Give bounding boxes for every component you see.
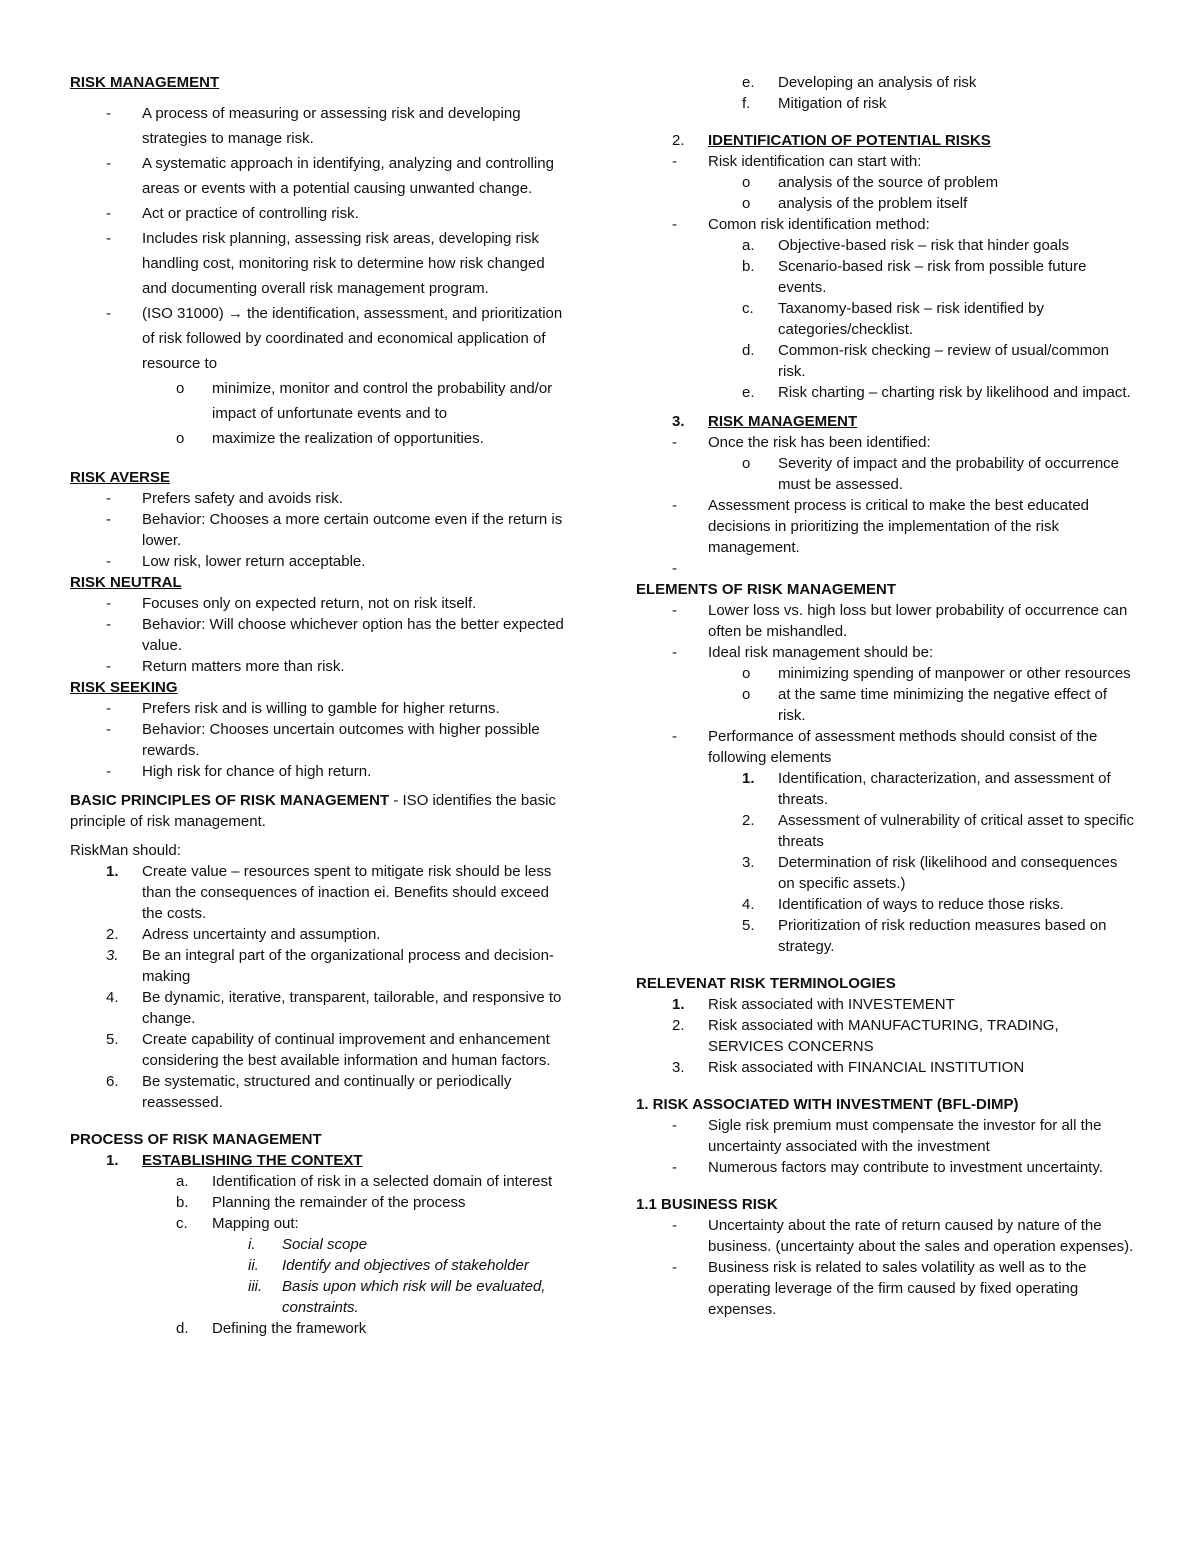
basic-principles-heading: BASIC PRINCIPLES OF RISK MANAGEMENT [70, 792, 390, 809]
list-item: o analysis of the problem itself [742, 195, 968, 212]
list-item: - Performance of assessment methods should consist of the following elements [672, 728, 1098, 766]
list-item: - Sigle risk premium must compensate the investor for all the uncertainty associated with the investment [672, 1117, 1102, 1155]
list-item: 2. Assessment of vulnerability of critical asset to specific threats [742, 812, 1134, 850]
list-item: - Risk identification can start with: [672, 153, 922, 170]
list-item: 5. Prioritization of risk reduction measures based on strategy. [742, 917, 1107, 955]
list-item: - Uncertainty about the rate of return caused by nature of the business. (uncertainty about the sales and operation expenses). [672, 1217, 1134, 1255]
list-item: 3. Be an integral part of the organizational process and decision-making [106, 947, 554, 985]
list-item: - Return matters more than risk. [106, 658, 345, 675]
investment-heading: 1. RISK ASSOCIATED WITH INVESTMENT (BFL-DIMP) [636, 1096, 1019, 1113]
list-item: o minimize, monitor and control the probability and/or impact of unfortunate events and to [176, 380, 553, 422]
list-item: 2. Adress uncertainty and assumption. [106, 926, 381, 943]
list-item: - A systematic approach in identifying, analyzing and controlling areas or events with a potential causing unwanted change. [106, 155, 554, 197]
list-item: - Assessment process is critical to make the best educated decisions in prioritizing the implementation of the risk management. [672, 497, 1090, 556]
list-item: - Ideal risk management should be: [672, 644, 934, 661]
left-column [70, 72, 570, 1339]
list-item: 1. Create value – resources spent to mitigate risk should be less than the consequences of inaction ei. Benefits should exceed the costs. [106, 863, 552, 922]
list-item: e. Developing an analysis of risk [742, 74, 977, 91]
identification-heading: IDENTIFICATION OF POTENTIAL RISKS [708, 132, 991, 149]
list-item: 1. Identification, characterization, and assessment of threats. [742, 770, 1111, 808]
list-item: 4. Identification of ways to reduce those risks. [742, 896, 1064, 913]
list-item: 1. ESTABLISHING THE CONTEXT [106, 1152, 363, 1169]
elements-heading: ELEMENTS OF RISK MANAGEMENT [636, 581, 897, 598]
list-item: 5. Create capability of continual improvement and enhancement considering the best available information and human factors. [106, 1031, 551, 1069]
list-item: b. Planning the remainder of the process [176, 1194, 466, 1211]
list-item: - Prefers safety and avoids risk. [106, 490, 343, 507]
risk-management-3-heading: RISK MANAGEMENT [708, 413, 858, 430]
list-item: - Business risk is related to sales volatility as well as to the operating leverage of the firm caused by fixed operating expenses. [672, 1259, 1087, 1318]
list-item: - Comon risk identification method: [672, 216, 930, 233]
risk-management-heading: RISK MANAGEMENT [70, 74, 220, 91]
list-item: o maximize the realization of opportunities. [176, 430, 484, 447]
list-item: 3. Determination of risk (likelihood and consequences on specific assets.) [742, 854, 1118, 892]
risk-averse-heading: RISK AVERSE [70, 469, 171, 486]
list-item: f. Mitigation of risk [742, 95, 887, 112]
list-item: - Act or practice of controlling risk. [106, 205, 359, 222]
list-item: - Lower loss vs. high loss but lower probability of occurrence can often be mishandled. [672, 602, 1128, 640]
context-heading: ESTABLISHING THE CONTEXT [142, 1152, 363, 1169]
list-item: ii. Identify and objectives of stakeholder [248, 1257, 529, 1274]
riskman-should-label: RiskMan should: [70, 842, 181, 859]
list-item: - Prefers risk and is willing to gamble for higher returns. [106, 700, 500, 717]
right-column: e. Developing an analysis of risk f. Mitigation of risk 2. IDENTIFICATION OF POTENTIAL RISKS - Risk identification can start with: o analysis of the source of problem o analysis of the problem itself - Comon risk identification method: a. Objective-based risk – risk that hinder goals b. Scenario-based risk – risk from possible future events. c. Taxanomy-based risk – risk identified by categories/checklist. d. Common-risk checking – review of usual/common risk. e. Risk charting – charting risk by likelihood and impact. 3. RISK MANAGEMENT - Once the risk has been identified: o Severity of impact and the probability of occurrence must be assessed. - Assessment process is critical to make the best educated decisions in prioritizing the implementation of the risk management. - ELEMENTS OF RISK MANAGEMENT - Lower loss vs. high loss but lower probability of occurrence can often be mishandled. - Ideal risk management should be: o minimizing spending of manpower or other resources o at the same time minimizing the negative effect of risk. - Performance of assessment methods should consist of the following elements 1. Identification, characterization, and assessment of threats. 2. Assessment of vulnerability of critical asset to specific threats 3. Determination of risk (likelihood and consequences on specific assets.) 4. Identification of ways to reduce those risks. 5. Prioritization of risk reduction measures based on strategy. RELEVENAT RISK TERMINOLOGIES 1. Risk associated with INVESTEMENT 2. Risk associated with MANUFACTURING, TRADING, SERVICES CONCERNS 3. Risk associated with FINANCIAL INSTITUTION 1. RISK ASSOCIATED WITH INVESTMENT (BFL-DIMP) - Sigle risk premium must compensate the investor for all the uncertainty associated with the investment - Numerous factors may contribute to investment uncertainty. 1.1 BUSINESS RISK - Uncertainty about the rate of return caused by nature of the business. (uncertainty about the sales and operation expenses). - Business risk is related to sales volatility as well as to the operating leverage of the firm caused by fixed operating expenses. [636, 72, 1136, 1320]
list-item: d. Common-risk checking – review of usual/common risk. [742, 342, 1109, 380]
business-risk-heading: 1.1 BUSINESS RISK [636, 1196, 778, 1213]
process-heading: PROCESS OF RISK MANAGEMENT [70, 1131, 322, 1148]
risk-seeking-heading: RISK SEEKING [70, 679, 178, 696]
list-item: - Low risk, lower return acceptable. [106, 553, 366, 570]
list-item: - Numerous factors may contribute to investment uncertainty. [672, 1159, 1103, 1176]
list-item: - A process of measuring or assessing risk and developing strategies to manage risk. [106, 105, 521, 147]
list-item: iii. Basis upon which risk will be evaluated, constraints. [248, 1278, 546, 1316]
list-item: 3. Risk associated with FINANCIAL INSTITUTION [672, 1059, 1025, 1076]
list-item: o minimizing spending of manpower or other resources [742, 665, 1131, 682]
list-item: 4. Be dynamic, iterative, transparent, tailorable, and responsive to change. [106, 989, 562, 1027]
list-item: - Behavior: Chooses a more certain outcome even if the return is lower. [106, 511, 563, 549]
list-item: c. Mapping out: [176, 1215, 299, 1232]
list-item: o Severity of impact and the probability of occurrence must be assessed. [742, 455, 1120, 493]
list-item: 2. IDENTIFICATION OF POTENTIAL RISKS [672, 132, 991, 149]
list-item: - Behavior: Will choose whichever option has the better expected value. [106, 616, 564, 654]
list-item: 1. Risk associated with INVESTEMENT [672, 996, 955, 1013]
list-item: - High risk for chance of high return. [106, 763, 372, 780]
basic-principles-intro: BASIC PRINCIPLES OF RISK MANAGEMENT - ISO identifies the basic principle of risk management. [70, 792, 556, 830]
list-item: 6. Be systematic, structured and continually or periodically reassessed. [106, 1073, 512, 1111]
list-item: - Once the risk has been identified: [672, 434, 931, 451]
list-item: o at the same time minimizing the negative effect of risk. [742, 686, 1108, 724]
list-item: e. Risk charting – charting risk by likelihood and impact. [742, 384, 1131, 401]
list-item: i. Social scope [248, 1236, 368, 1253]
risk-neutral-heading: RISK NEUTRAL [70, 574, 182, 591]
list-item: - Behavior: Chooses uncertain outcomes with higher possible rewards. [106, 721, 540, 759]
list-item: a. Identification of risk in a selected domain of interest [176, 1173, 553, 1190]
list-item: - Focuses only on expected return, not on risk itself. [106, 595, 477, 612]
list-item: b. Scenario-based risk – risk from possible future events. [742, 258, 1087, 296]
list-item: o analysis of the source of problem [742, 174, 999, 191]
list-item: a. Objective-based risk – risk that hinder goals [742, 237, 1069, 254]
list-item: d. Defining the framework [176, 1320, 367, 1337]
list-item: 2. Risk associated with MANUFACTURING, TRADING, SERVICES CONCERNS [672, 1017, 1059, 1055]
list-item: - (ISO 31000) → the identification, assessment, and prioritization of risk followed by coordinated and economical application of resource to [106, 305, 563, 372]
terminologies-heading: RELEVENAT RISK TERMINOLOGIES [636, 975, 896, 992]
list-item: c. Taxanomy-based risk – risk identified by categories/checklist. [742, 300, 1044, 338]
list-item: 3. RISK MANAGEMENT [672, 413, 858, 430]
list-item: - Includes risk planning, assessing risk areas, developing risk handling cost, monitoring risk to determine how risk changed and documenting overall risk management program. [106, 230, 545, 297]
